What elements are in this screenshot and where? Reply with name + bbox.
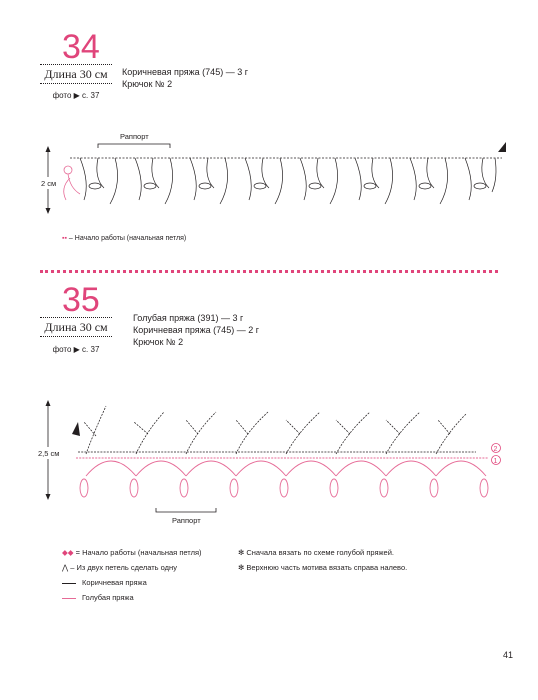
start-marker-icon: ▪▪ (62, 235, 67, 242)
pattern-35-materials (133, 312, 259, 348)
pattern-34-photo-ref: фото ▶ с. 37 (52, 91, 100, 100)
legend-left (62, 547, 202, 603)
pattern-35-photo-ref: фото ▶ с. 37 (52, 345, 100, 354)
pattern-34-diagram (40, 128, 510, 220)
divider-dots (40, 83, 112, 84)
pattern-34-materials (122, 66, 248, 90)
legend-item: Голубая пряжа (62, 592, 202, 603)
note-item: ✻ Верхнюю часть мотива вязать справа налево. (238, 563, 408, 572)
height-label: 2,5 см (38, 449, 60, 458)
svg-text:1: 1 (493, 458, 498, 465)
legend-item: Коричневая пряжа (62, 577, 202, 588)
asterisk-icon: ✻ (238, 548, 247, 557)
marker-2 (492, 444, 501, 454)
height-label: 2 см (41, 179, 57, 188)
material-line: Коричневая пряжа (745) — 2 г (133, 325, 259, 335)
divider-dots (40, 317, 112, 318)
pink-line-icon (62, 598, 76, 599)
legend-right (238, 547, 407, 573)
pattern-34-number: 34 (62, 28, 100, 66)
pattern-35-number: 35 (62, 281, 100, 319)
rapport-label: Раппорт (120, 132, 149, 141)
pattern-34-start-note (62, 235, 186, 242)
asterisk-icon: ✻ (238, 563, 247, 572)
material-line: Крючок № 2 (122, 79, 173, 89)
brown-line-icon (62, 583, 76, 584)
pattern-34-length: Длина 30 см (44, 67, 108, 81)
section-separator (40, 270, 498, 273)
decrease-icon: ⋀ (62, 563, 71, 572)
divider-dots (40, 64, 112, 65)
marker-1 (492, 456, 501, 466)
material-line: Голубая пряжа (391) — 3 г (133, 313, 244, 323)
material-line: Крючок № 2 (133, 337, 184, 347)
divider-dots (40, 336, 112, 337)
legend-item: ◆◆ = Начало работы (начальная петля) (62, 548, 202, 557)
rapport-label: Раппорт (172, 516, 201, 525)
page-number: 41 (503, 650, 514, 660)
material-line: Коричневая пряжа (745) — 3 г (122, 67, 248, 77)
pattern-35-length: Длина 30 см (44, 320, 108, 334)
start-note-text: – Начало работы (начальная петля) (68, 235, 187, 242)
start-marker-icon: ◆◆ (62, 548, 76, 557)
note-item: ✻ Сначала вязать по схеме голубой пряжей. (238, 548, 394, 557)
pattern-35-diagram (36, 392, 504, 532)
legend-item: ⋀ – Из двух петель сделать одну (62, 563, 177, 572)
svg-text:2: 2 (493, 446, 498, 453)
